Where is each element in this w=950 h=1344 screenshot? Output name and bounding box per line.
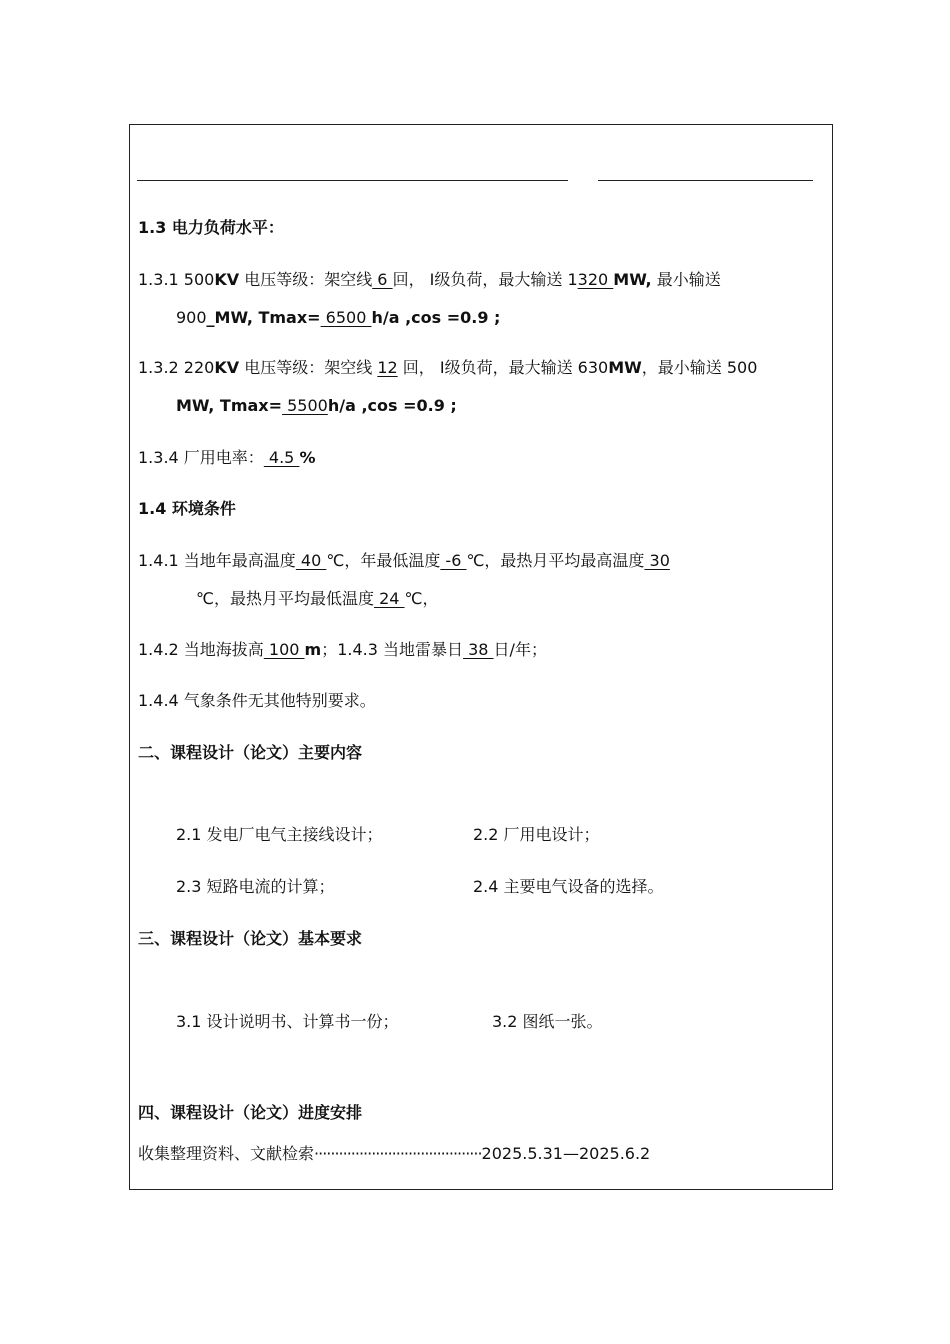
text: ，最小输送 500 (641, 358, 758, 377)
requirement-item: 3.2 图纸一张。 (492, 1012, 603, 1031)
item-1-3-2-line2 (176, 396, 457, 416)
tmax-value: 5500 (282, 396, 328, 415)
max-output-value: 320 (577, 270, 614, 289)
content-item: 2.3 短路电流的计算； (176, 877, 335, 896)
section-1-3-heading: 1.3 电力负荷水平： (138, 218, 284, 237)
text: 1.4.2 当地海拔高 (138, 640, 264, 659)
min-temp-value: -6 (440, 551, 467, 570)
blank-line-left (137, 180, 568, 181)
text: _MW, (206, 308, 253, 327)
text: % (299, 448, 316, 467)
tmax-value: 6500 (320, 308, 372, 327)
schedule-dates: 2025.5.31—2025.6.2 (481, 1144, 651, 1163)
section-3-heading: 三、课程设计（论文）基本要求 (138, 929, 363, 948)
thunder-days-value: 38 (463, 640, 494, 659)
station-service-rate-value: 4.5 (263, 448, 300, 467)
text: ℃， (404, 589, 439, 608)
line-count-value: 12 (377, 358, 398, 377)
schedule-row (138, 1144, 650, 1164)
text: 回， Ⅰ级负荷，最大输送 1 (392, 270, 578, 289)
schedule-task: 收集整理资料、文献检索 (138, 1144, 315, 1163)
line-count-value: 6 (372, 270, 393, 289)
content-item: 2.1 发电厂电气主接线设计； (176, 825, 383, 844)
content-item: 2.2 厂用电设计； (473, 825, 600, 844)
text: m (304, 640, 322, 659)
item-1-3-4 (138, 448, 315, 468)
item-1-3-2-line1 (138, 358, 757, 378)
text: MW, (176, 396, 215, 415)
text: ；1.4.3 当地雷暴日 (321, 640, 464, 659)
item-1-4-2 (138, 640, 547, 660)
text: 日/年； (493, 640, 547, 659)
text: ℃，最热月平均最低温度 (196, 589, 374, 608)
text: MW, (613, 270, 652, 289)
text: ℃，年最低温度 (326, 551, 441, 570)
hot-month-min-value: 24 (373, 589, 405, 608)
altitude-value: 100 (263, 640, 305, 659)
text: 1.3.2 220 (138, 358, 215, 377)
text: 1.3.4 厂用电率： (138, 448, 264, 467)
item-1-4-1-line1 (138, 551, 670, 571)
text: KV (214, 358, 240, 377)
text: Tmax= (214, 396, 283, 415)
hot-month-max-value: 30 (644, 551, 670, 570)
requirement-item: 3.1 设计说明书、计算书一份； (176, 1012, 399, 1031)
section-4-heading: 四、课程设计（论文）进度安排 (138, 1103, 363, 1122)
section-2-heading: 二、课程设计（论文）主要内容 (138, 743, 363, 762)
section-1-4-heading: 1.4 环境条件 (138, 499, 236, 518)
leader-dots: ········································· (314, 1144, 482, 1163)
max-temp-value: 40 (295, 551, 327, 570)
text: h/a ,cos =0.9 ; (327, 396, 457, 415)
text: 最小输送 (651, 270, 721, 289)
text: 电压等级：架空线 (239, 358, 378, 377)
text: 1.3.1 500 (138, 270, 215, 289)
text: ℃，最热月平均最高温度 (466, 551, 645, 570)
text: 电压等级：架空线 (239, 270, 373, 289)
item-1-4-4: 1.4.4 气象条件无其他特别要求。 (138, 691, 376, 710)
content-item: 2.4 主要电气设备的选择。 (473, 877, 664, 896)
item-1-3-1-line1 (138, 270, 721, 290)
item-1-4-1-line2 (196, 589, 439, 609)
item-1-3-1-line2 (176, 308, 500, 328)
min-output-value: 900 (176, 308, 207, 327)
text: Tmax= (252, 308, 321, 327)
text: h/a ,cos =0.9 ; (371, 308, 501, 327)
text: 1.4.1 当地年最高温度 (138, 551, 296, 570)
blank-line-right (598, 180, 813, 181)
text: 回， Ⅰ级负荷，最大输送 630 (397, 358, 609, 377)
text: KV (214, 270, 240, 289)
text: MW (608, 358, 642, 377)
